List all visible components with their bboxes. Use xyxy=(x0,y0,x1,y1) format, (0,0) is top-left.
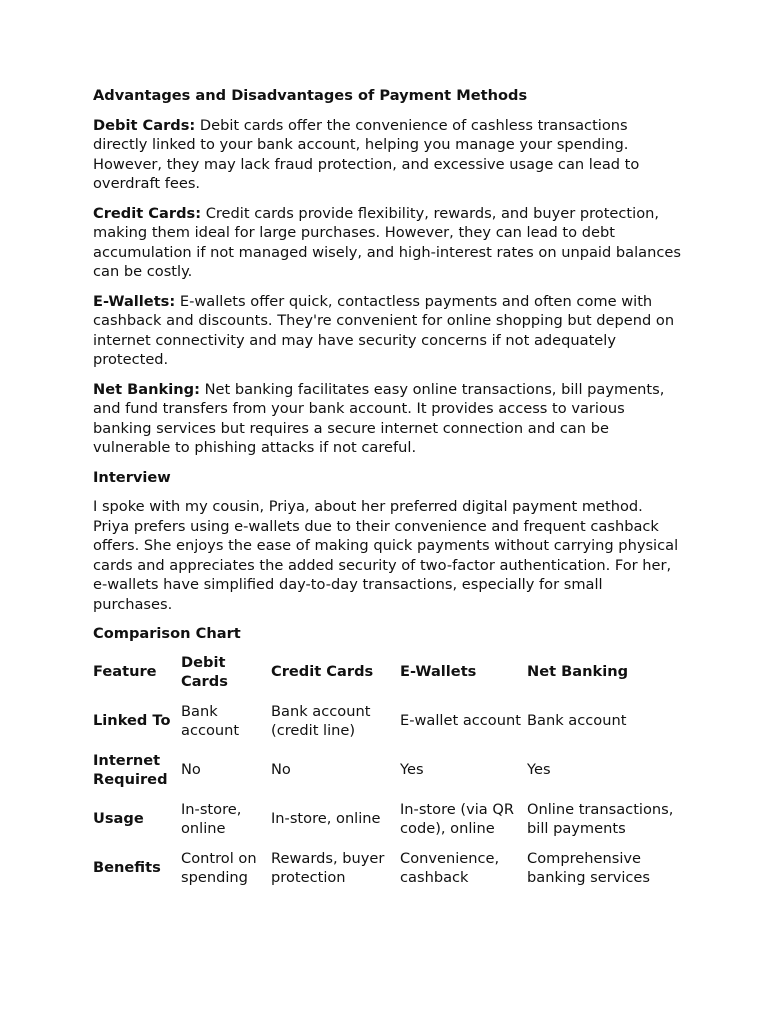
interview-text: I spoke with my cousin, Priya, about her preferred digital payment method. Priya prefers using e-wallets due to their convenience and frequent cashback offers. She enjoys the ease of making quick payments without carrying physical cards and appreciates the added security of two-factor authentication. For her, e-wallets have simplified day-to-day transactions, especially for small purchases. xyxy=(93,498,679,613)
table-cell: Rewards, buyer protection xyxy=(271,849,385,886)
table-row xyxy=(93,746,677,795)
row-label: Benefits xyxy=(93,859,161,877)
section-net-banking xyxy=(93,380,683,458)
table-header-row xyxy=(93,648,677,697)
table-cell: No xyxy=(181,761,201,779)
table-cell: Bank account (credit line) xyxy=(271,702,371,739)
table-cell: In-store, online xyxy=(181,800,242,837)
document-title: Advantages and Disadvantages of Payment Methods xyxy=(93,87,528,104)
table-cell: Bank account xyxy=(181,702,240,739)
comparison-heading: Comparison Chart xyxy=(93,625,241,642)
section-e-wallets xyxy=(93,292,683,370)
section-credit-cards xyxy=(93,204,683,282)
row-label: Usage xyxy=(93,810,144,828)
table-cell: Yes xyxy=(527,761,551,779)
table-cell: Control on spending xyxy=(181,849,257,886)
table-cell: Yes xyxy=(400,761,424,779)
section-debit-cards xyxy=(93,116,683,194)
header-debit-cards: Debit Cards xyxy=(181,653,228,690)
header-e-wallets: E-Wallets xyxy=(400,663,477,681)
document-page xyxy=(93,86,683,893)
table-cell: Comprehensive banking services xyxy=(527,849,650,886)
table-cell: In-store (via QR code), online xyxy=(400,800,514,837)
section-text: Debit cards offer the convenience of cashless transactions directly linked to your bank account, helping you manage your spending. However, they may lack fraud protection, and excessive usage can lead to overdraft fees. xyxy=(93,116,640,192)
section-label: Debit Cards: xyxy=(93,116,196,134)
section-label: E-Wallets: xyxy=(93,292,176,310)
section-label: Credit Cards: xyxy=(93,204,202,222)
header-net-banking: Net Banking xyxy=(527,663,629,681)
table-cell: Bank account xyxy=(527,712,627,730)
table-row xyxy=(93,697,677,746)
comparison-table xyxy=(93,648,677,893)
section-text: Net banking facilitates easy online transactions, bill payments, and fund transfers from your bank account. It provides access to various banking services but requires a secure internet connection and can be vulnerable to phishing attacks if not careful. xyxy=(93,380,665,456)
row-label: Internet Required xyxy=(93,751,168,788)
table-row xyxy=(93,844,677,893)
interview-heading: Interview xyxy=(93,468,171,486)
header-feature: Feature xyxy=(93,663,157,681)
header-credit-cards: Credit Cards xyxy=(271,663,374,681)
row-label: Linked To xyxy=(93,712,171,730)
table-cell: Convenience, cashback xyxy=(400,849,500,886)
table-cell: E-wallet account xyxy=(400,712,521,730)
table-cell: No xyxy=(271,761,291,779)
section-text: E-wallets offer quick, contactless payments and often come with cashback and discounts. They're convenient for online shopping but depend on internet connectivity and may have security concerns if not adequately protected. xyxy=(93,292,675,368)
section-label: Net Banking: xyxy=(93,380,200,398)
section-text: Credit cards provide flexibility, rewards, and buyer protection, making them ideal for large purchases. However, they can lead to debt accumulation if not managed wisely, and high-interest rates on unpaid balances can be costly. xyxy=(93,204,681,280)
table-cell: Online transactions, bill payments xyxy=(527,800,674,837)
table-row xyxy=(93,795,677,844)
table-cell: In-store, online xyxy=(271,810,381,828)
